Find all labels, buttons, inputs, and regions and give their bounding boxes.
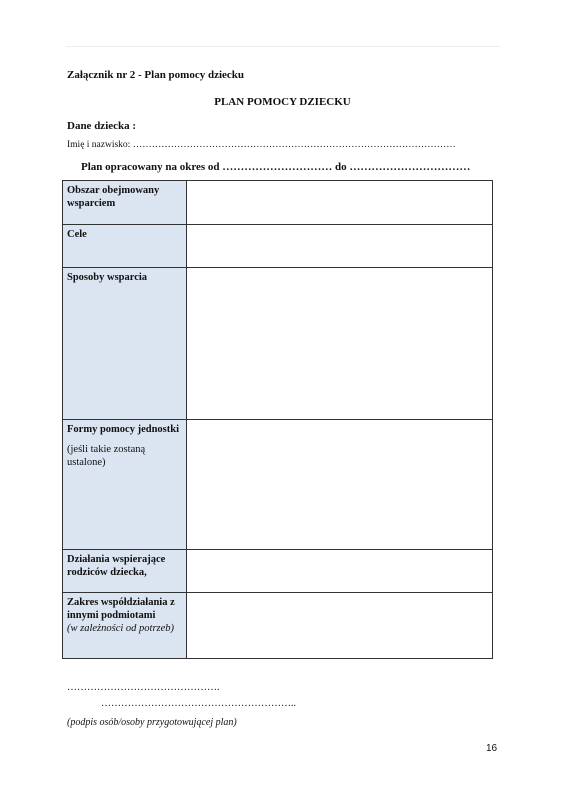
name-label: Imię i nazwisko: [67,140,131,150]
table-row [63,181,493,225]
row-label: Obszar obejmowany wsparciem [63,181,187,225]
row-note: (w zależności od potrzeb) [67,623,175,634]
row-label: Działania wspierające rodziców dziecka, [63,550,187,593]
child-data-heading: Dane dziecka : [67,120,137,132]
document-title: PLAN POMOCY DZIECKU [214,96,351,108]
row-label: Zakres współdziałania z innymi podmiotami (w zależności od potrzeb) [63,593,187,659]
table-row [63,268,493,420]
plan-table [62,180,493,659]
row-label: Sposoby wsparcia [63,268,187,420]
row-label: Formy pomocy jednostki (jeśli takie zostaną ustalone) [63,420,187,550]
name-dots: ………………………………………………………………………………………… [132,140,456,150]
header-rule [66,46,500,47]
row-value-cell [187,268,493,420]
name-field-line [67,140,456,150]
annex-title: Załącznik nr 2 - Plan pomocy dziecku [67,69,245,81]
table-row [63,593,493,659]
row-value-cell [187,550,493,593]
page-number: 16 [486,743,498,754]
period-line: Plan opracowany na okres od ………………………… do …………………………… [81,161,471,173]
signature-dots-line-2: ………………………………………………….. [101,698,296,709]
table-row [63,420,493,550]
signature-dots-line-1: ………………………………………. [67,682,220,693]
row-label: Cele [63,225,187,268]
row-value-cell [187,181,493,225]
table-row [63,225,493,268]
row-value-cell [187,420,493,550]
signature-caption: (podpis osób/osoby przygotowującej plan) [67,717,237,728]
row-value-cell [187,225,493,268]
table-row [63,550,493,593]
row-value-cell [187,593,493,659]
row-note: (jeśli takie zostaną ustalone) [67,444,146,468]
